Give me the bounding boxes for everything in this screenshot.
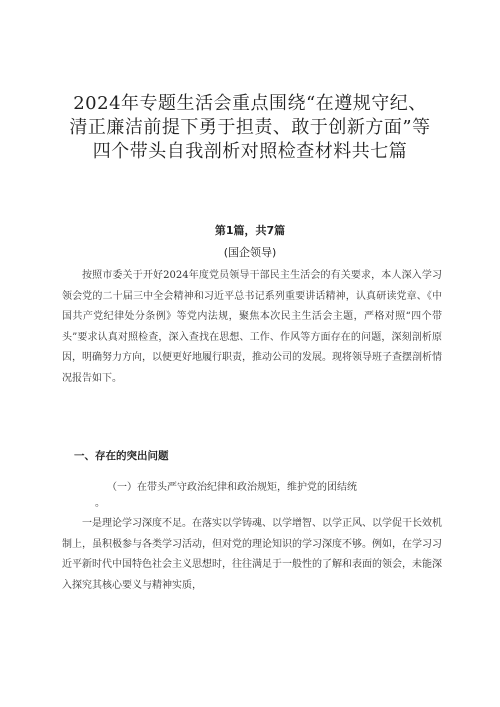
intro-paragraph: 按照市委关于开好2024年度党员领导干部民主生活会的有关要求，本人深入学习领会党的二十届三中全会精神和习近平总书记系列重要讲话精神，认真研读党章、《中国共产党纪律处分条例》等党内法规，聚焦本次民主生活会主题，严格对照“四个带头”要求认真对照检查，深入查找在思想、工作、作风等方面存在的问题，深刻剖析原因，明确努力方向，以便更好地履行职责，推动公司的发展。现将领导班子查摆剖析情况报告如下。 [62,270,442,384]
intro-section [62,266,442,390]
title-line-1: 2024年专题生活会重点围绕“在遵规守纪、 [73,93,427,114]
title-line-2: 清正廉洁前提下勇于担责、敢于创新方面”等 [69,117,431,138]
title-line-3: 四个带头自我剖析对照检查材料共七篇 [92,141,408,162]
section-heading: 一、存在的突出问题 [74,450,169,462]
document-title [50,92,450,164]
subsection-heading: （一）在带头严守政治纪律和政治规矩，维护党的团结统 [107,482,357,493]
part-subtitle: (国企领导) [223,246,277,259]
part-label: 第1篇，共7篇 [214,224,286,237]
body-paragraph: 一是理论学习深度不足。在落实以学铸魂、以学增智、以学正风、以学促干长效机制上，虽积极参与各类学习活动，但对党的理论知识的学习深度不够。例如，在学习习近平新时代中国特色社会主义思想时，往往满足于一般性的了解和表面的领会，未能深入探究其核心要义与精神实质， [62,518,442,591]
subsection-tail: 。 [95,498,105,509]
body-section [62,514,442,596]
